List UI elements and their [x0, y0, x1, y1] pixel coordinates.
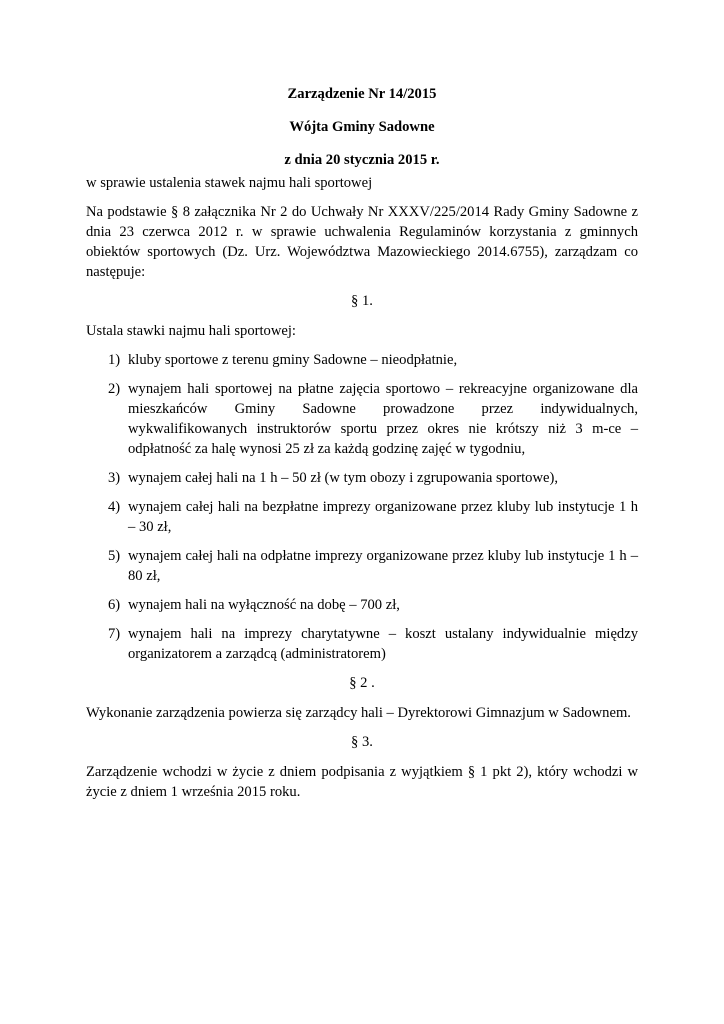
list-item-number: 7): [108, 626, 121, 642]
section-1-intro: Ustala stawki najmu hali sportowej:: [86, 323, 296, 339]
list-item: [86, 595, 638, 615]
list-item: [86, 497, 638, 537]
list-item: [86, 379, 638, 459]
list-item-text: kluby sportowe z terenu gminy Sadowne – nieodpłatnie,: [128, 352, 458, 368]
document-title: Zarządzenie Nr 14/2015: [287, 86, 437, 102]
list-item-number: 4): [108, 499, 121, 515]
preamble: Na podstawie § 8 załącznika Nr 2 do Uchwały Nr XXXV/225/2014 Rady Gminy Sadowne z dnia 23 czerwca 2012 r. w sprawie uchwalenia Regulaminów korzystania z gminnych obiektów sportowych (Dz. Urz. Województwa Mazowieckiego 2014.6755), zarządzam co następuje:: [86, 204, 638, 280]
list-item: [86, 546, 638, 586]
list-item-number: 5): [108, 548, 121, 564]
section-2-heading: § 2 .: [349, 675, 375, 691]
list-item-number: 3): [108, 470, 121, 486]
list-item-text: wynajem całej hali na odpłatne imprezy organizowane przez kluby lub instytucje 1 h – 80 zł,: [128, 548, 638, 584]
list-item: [86, 624, 638, 664]
document-date: z dnia 20 stycznia 2015 r.: [284, 152, 440, 168]
list-item-number: 6): [108, 597, 121, 613]
section-1-heading: § 1.: [351, 293, 373, 309]
list-item-text: wynajem hali na wyłączność na dobę – 700 zł,: [128, 597, 400, 613]
section-2-text: Wykonanie zarządzenia powierza się zarządcy hali – Dyrektorowi Gimnazjum w Sadownem.: [86, 705, 631, 721]
list-item-number: 1): [108, 352, 121, 368]
list-item-number: 2): [108, 381, 121, 397]
document-subject: w sprawie ustalenia stawek najmu hali sportowej: [86, 175, 373, 191]
section-3-heading: § 3.: [351, 734, 373, 750]
list-item: [86, 350, 638, 370]
list-item-text: wynajem całej hali na 1 h – 50 zł (w tym obozy i zgrupowania sportowe),: [128, 470, 558, 486]
document-issuer: Wójta Gminy Sadowne: [289, 119, 435, 135]
list-item: [86, 468, 638, 488]
list-item-text: wynajem hali sportowej na płatne zajęcia sportowo – rekreacyjne organizowane dla mieszkańców Gminy Sadowne prowadzone przez indywidualnych, wykwalifikowanych instruktorów sportu przez okres nie krótszy niż 3 m-ce – odpłatność za halę wynosi 25 zł za każdą godzinę zajęć w tygodniu,: [128, 381, 638, 457]
section-3-text: Zarządzenie wchodzi w życie z dniem podpisania z wyjątkiem § 1 pkt 2), który wchodzi w życie z dniem 1 września 2015 roku.: [86, 764, 638, 800]
list-item-text: wynajem całej hali na bezpłatne imprezy organizowane przez kluby lub instytucje 1 h – 30 zł,: [128, 499, 638, 535]
list-item-text: wynajem hali na imprezy charytatywne – koszt ustalany indywidualnie między organizatorem a zarządcą (administratorem): [128, 626, 638, 662]
rates-list: [86, 350, 638, 664]
